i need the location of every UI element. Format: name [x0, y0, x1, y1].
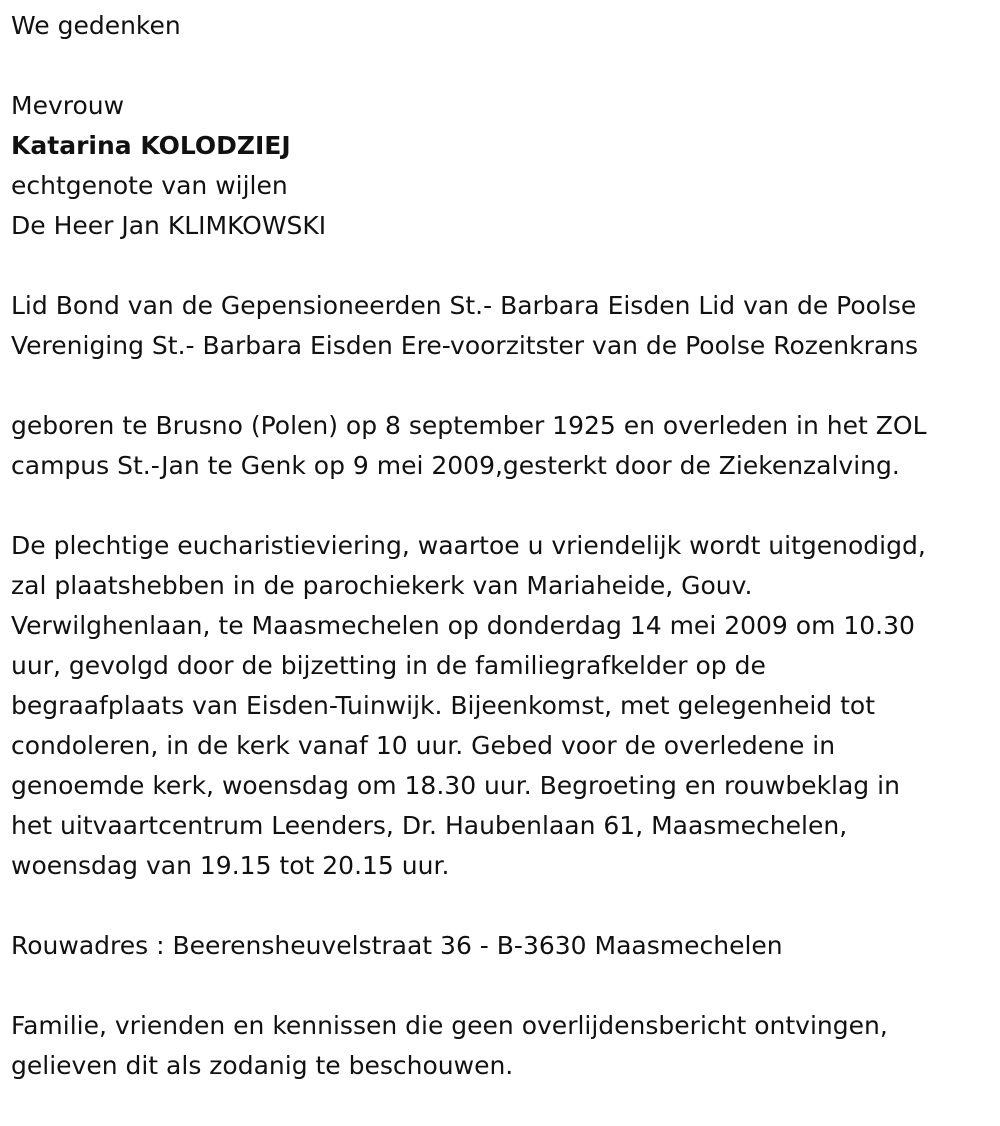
- spacer: [11, 46, 996, 86]
- ceremony-line: Verwilghenlaan, te Maasmechelen op donderdag 14 mei 2009 om 10.30: [11, 611, 915, 640]
- obituary-document: [11, 0, 996, 1086]
- spacer: [11, 486, 996, 526]
- ceremony-line: De plechtige eucharistieviering, waartoe u vriendelijk wordt uitgenodigd,: [11, 531, 926, 560]
- closing-line: gelieven dit als zodanig te beschouwen.: [11, 1051, 514, 1080]
- deceased-name: Katarina KOLODZIEJ: [11, 131, 291, 160]
- birth-death-paragraph: [11, 406, 996, 486]
- closing-line: Familie, vrienden en kennissen die geen overlijdensbericht ontvingen,: [11, 1011, 888, 1040]
- memberships-paragraph: [11, 286, 996, 366]
- salutation: Mevrouw: [11, 91, 125, 120]
- ceremony-line: genoemde kerk, woensdag om 18.30 uur. Begroeting en rouwbeklag in: [11, 771, 900, 800]
- memberships-line: Lid Bond van de Gepensioneerden St.- Barbara Eisden Lid van de Poolse: [11, 291, 917, 320]
- ceremony-line: uur, gevolgd door de bijzetting in de familiegrafkelder op de: [11, 651, 766, 680]
- memberships-line: Vereniging St.- Barbara Eisden Ere-voorzitster van de Poolse Rozenkrans: [11, 331, 919, 360]
- birth-death-line: campus St.-Jan te Genk op 9 mei 2009,gesterkt door de Ziekenzalving.: [11, 451, 900, 480]
- ceremony-line: begraafplaats van Eisden-Tuinwijk. Bijeenkomst, met gelegenheid tot: [11, 691, 876, 720]
- ceremony-line: het uitvaartcentrum Leenders, Dr. Haubenlaan 61, Maasmechelen,: [11, 811, 848, 840]
- spacer: [11, 246, 996, 286]
- relation-text: echtgenote van wijlen: [11, 171, 288, 200]
- ceremony-line: zal plaatshebben in de parochiekerk van Mariaheide, Gouv.: [11, 571, 753, 600]
- ceremony-line: woensdag van 19.15 tot 20.15 uur.: [11, 851, 450, 880]
- mourning-address: Rouwadres : Beerensheuvelstraat 36 - B-3630 Maasmechelen: [11, 931, 783, 960]
- spacer: [11, 966, 996, 1006]
- birth-death-line: geboren te Brusno (Polen) op 8 september 1925 en overleden in het ZOL: [11, 411, 927, 440]
- ceremony-line: condoleren, in de kerk vanaf 10 uur. Gebed voor de overledene in: [11, 731, 836, 760]
- closing-paragraph: [11, 1006, 996, 1086]
- spacer: [11, 366, 996, 406]
- spacer: [11, 886, 996, 926]
- ceremony-paragraph: [11, 526, 996, 886]
- spouse-name: De Heer Jan KLIMKOWSKI: [11, 211, 327, 240]
- intro-text: We gedenken: [11, 11, 181, 40]
